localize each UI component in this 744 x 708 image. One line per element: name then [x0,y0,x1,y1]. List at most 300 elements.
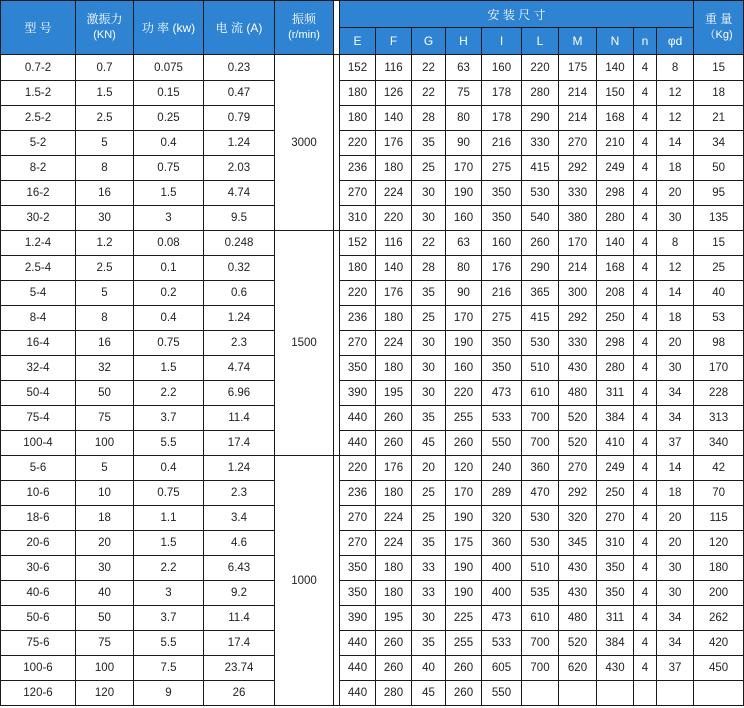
table-cell: 1.2 [76,231,134,256]
table-row [1,356,744,381]
table-row [1,331,744,356]
table-cell: 440 [340,631,376,656]
table-cell: 30 [657,581,694,606]
table-cell: 6.96 [204,381,275,406]
table-cell: 14 [657,281,694,306]
table-cell: 15 [694,55,744,81]
table-cell: 4 [634,256,657,281]
table-cell: 320 [559,506,597,531]
table-cell: 33 [412,581,446,606]
table-row [1,306,744,331]
table-cell: 34 [657,631,694,656]
table-cell: 520 [559,406,597,431]
table-cell: 292 [559,156,597,181]
table-cell: 12 [657,81,694,106]
table-row [1,681,744,706]
table-cell: 415 [522,306,559,331]
table-cell: 210 [597,131,634,156]
col-header-power: 功 率 (kw) [134,1,204,55]
table-cell: 390 [340,381,376,406]
table-cell: 168 [597,106,634,131]
table-cell: 440 [340,431,376,456]
table-cell: 2.3 [204,331,275,356]
table-cell [559,681,597,706]
table-cell: 270 [559,131,597,156]
table-row [1,581,744,606]
table-cell: 18 [694,81,744,106]
table-cell: 214 [559,106,597,131]
table-cell: 9.5 [204,206,275,231]
table-cell: 12 [657,106,694,131]
table-cell: 40 [76,581,134,606]
table-cell: 33 [412,556,446,581]
table-cell: 380 [559,206,597,231]
table-cell: 530 [522,531,559,556]
table-cell: 100-4 [1,431,76,456]
table-cell: 178 [482,106,522,131]
table-cell: 40 [694,281,744,306]
table-cell: 300 [559,281,597,306]
table-cell: 311 [597,381,634,406]
table-cell: 45 [412,681,446,706]
table-cell: 190 [446,331,482,356]
table-cell: 3.7 [134,406,204,431]
table-cell: 290 [522,106,559,131]
table-cell: 350 [340,356,376,381]
table-cell: 250 [597,306,634,331]
table-cell: 249 [597,456,634,481]
table-cell: 2.5-2 [1,106,76,131]
table-cell: 4.74 [204,356,275,381]
table-cell: 18 [657,306,694,331]
table-cell: 280 [597,206,634,231]
table-cell [634,681,657,706]
table-cell: 152 [340,55,376,81]
table-cell: 190 [446,506,482,531]
table-cell: 28 [412,106,446,131]
table-cell: 298 [597,331,634,356]
table-cell: 292 [559,481,597,506]
table-cell: 2.03 [204,156,275,181]
table-cell: 260 [376,406,412,431]
table-cell: 50-6 [1,606,76,631]
table-cell: 34 [657,606,694,631]
table-cell: 473 [482,606,522,631]
table-cell: 25 [694,256,744,281]
table-cell: 160 [482,231,522,256]
table-cell: 3 [134,206,204,231]
table-cell: 30 [76,556,134,581]
table-cell: 20 [657,331,694,356]
table-cell: 260 [376,631,412,656]
table-cell: 4 [634,331,657,356]
table-cell: 700 [522,631,559,656]
table-row [1,481,744,506]
table-cell: 450 [694,656,744,681]
table-cell: 270 [597,506,634,531]
table-cell: 20 [657,506,694,531]
table-cell: 8 [76,306,134,331]
table-row [1,55,744,81]
table-cell: 430 [559,581,597,606]
col-header-weight [694,1,744,55]
table-cell: 25 [412,506,446,531]
table-row [1,381,744,406]
table-cell: 390 [340,606,376,631]
table-cell: 8-2 [1,156,76,181]
table-cell: 1.5-2 [1,81,76,106]
table-cell: 4 [634,55,657,81]
table-cell: 440 [340,656,376,681]
table-cell: 260 [446,656,482,681]
table-cell: 140 [597,55,634,81]
table-cell: 90 [446,281,482,306]
table-cell: 1.5 [134,356,204,381]
table-cell: 270 [340,181,376,206]
table-cell: 16-4 [1,331,76,356]
table-cell: 0.7 [76,55,134,81]
table-cell: 4 [634,631,657,656]
table-cell: 18 [657,481,694,506]
table-cell: 700 [522,656,559,681]
table-cell: 170 [446,156,482,181]
table-cell: 45 [412,431,446,456]
table-cell: 20-6 [1,531,76,556]
table-row [1,606,744,631]
table-cell: 17.4 [204,631,275,656]
table-cell: 4 [634,306,657,331]
table-cell: 0.15 [134,81,204,106]
table-cell: 400 [482,556,522,581]
table-cell: 16 [76,181,134,206]
col-header-dim: H [446,28,482,55]
table-cell: 4 [634,506,657,531]
table-cell: 150 [597,81,634,106]
table-cell: 0.4 [134,131,204,156]
table-cell: 32 [76,356,134,381]
table-cell: 30 [412,331,446,356]
table-cell: 350 [482,331,522,356]
table-cell [522,681,559,706]
table-cell: 415 [522,156,559,181]
table-cell: 180 [376,556,412,581]
table-cell: 0.075 [134,55,204,81]
table-cell: 180 [340,81,376,106]
table-row [1,556,744,581]
table-cell: 430 [559,356,597,381]
table-cell: 4 [634,131,657,156]
table-cell: 216 [482,131,522,156]
table-row [1,281,744,306]
table-cell: 75-4 [1,406,76,431]
table-cell: 35 [412,631,446,656]
table-row [1,131,744,156]
table-cell: 180 [376,481,412,506]
table-cell: 22 [412,55,446,81]
table-cell: 30 [657,206,694,231]
table-cell: 50 [694,156,744,181]
table-cell: 34 [657,381,694,406]
table-cell: 6.43 [204,556,275,581]
table-cell: 160 [446,206,482,231]
table-row [1,156,744,181]
table-cell: 180 [376,306,412,331]
table-cell: 8-4 [1,306,76,331]
table-cell: 4 [634,531,657,556]
table-cell: 170 [446,306,482,331]
table-cell: 275 [482,306,522,331]
table-cell: 520 [559,431,597,456]
table-cell: 190 [446,581,482,606]
col-header-force-unit: (KN) [93,29,116,41]
table-cell: 4 [634,481,657,506]
table-cell: 1.5 [134,531,204,556]
table-cell: 550 [482,431,522,456]
table-cell: 176 [376,281,412,306]
table-cell: 220 [340,456,376,481]
table-cell: 5 [76,281,134,306]
table-row [1,656,744,681]
table-cell: 0.75 [134,156,204,181]
table-cell: 32-4 [1,356,76,381]
col-header-weight-label: 重 量 [704,12,733,26]
table-cell: 270 [340,331,376,356]
table-cell: 550 [482,681,522,706]
table-cell: 190 [446,556,482,581]
table-cell: 384 [597,406,634,431]
table-cell: 530 [522,506,559,531]
table-cell: 220 [376,206,412,231]
table-cell: 360 [482,531,522,556]
table-cell: 220 [340,131,376,156]
table-cell: 120-6 [1,681,76,706]
table-cell: 160 [482,55,522,81]
col-header-dim: I [482,28,522,55]
table-cell: 50 [76,381,134,406]
table-cell: 236 [340,481,376,506]
table-cell: 200 [694,581,744,606]
table-cell: 20 [412,456,446,481]
table-cell: 135 [694,206,744,231]
table-cell: 180 [376,356,412,381]
table-cell: 224 [376,506,412,531]
table-cell: 195 [376,606,412,631]
table-cell: 168 [597,256,634,281]
table-cell: 75 [446,81,482,106]
col-header-speed [275,1,334,55]
table-cell: 310 [597,531,634,556]
table-cell: 236 [340,306,376,331]
table-cell: 0.79 [204,106,275,131]
table-cell: 23.74 [204,656,275,681]
table-cell: 298 [597,181,634,206]
table-cell: 9 [134,681,204,706]
table-cell: 35 [412,281,446,306]
table-cell: 11.4 [204,406,275,431]
table-cell: 14 [657,456,694,481]
table-cell: 4 [634,406,657,431]
table-cell: 289 [482,481,522,506]
table-cell: 126 [376,81,412,106]
table-cell: 4.6 [204,531,275,556]
table-cell: 214 [559,81,597,106]
table-cell: 140 [597,231,634,256]
table-row [1,256,744,281]
table-cell: 311 [597,606,634,631]
table-cell: 345 [559,531,597,556]
table-cell: 42 [694,456,744,481]
col-header-force-label: 激振力 [86,12,123,26]
table-cell: 12 [657,256,694,281]
table-cell: 26 [204,681,275,706]
table-cell [657,681,694,706]
table-cell: 30 [412,606,446,631]
table-row [1,206,744,231]
col-header-dim: G [412,28,446,55]
table-cell: 0.75 [134,481,204,506]
col-header-weight-unit: （Kg) [704,29,733,41]
table-cell: 533 [482,406,522,431]
table-cell: 510 [522,356,559,381]
table-cell: 40 [412,656,446,681]
col-header-model: 型 号 [1,1,76,55]
table-cell: 175 [446,531,482,556]
table-cell: 22 [412,231,446,256]
table-cell: 400 [482,581,522,606]
table-cell: 180 [376,156,412,181]
table-cell: 340 [694,431,744,456]
table-cell: 120 [76,681,134,706]
table-cell: 15 [694,231,744,256]
table-cell: 1.2-4 [1,231,76,256]
table-row [1,406,744,431]
table-cell: 14 [657,131,694,156]
table-cell: 350 [482,206,522,231]
table-cell: 4 [634,381,657,406]
table-cell: 365 [522,281,559,306]
speed-cell: 1000 [275,456,334,706]
table-cell: 180 [340,256,376,281]
table-cell: 1.1 [134,506,204,531]
table-cell: 30 [76,206,134,231]
table-row [1,106,744,131]
table-cell: 100-6 [1,656,76,681]
col-header-speed-label: 振频 [291,12,316,26]
table-cell: 4 [634,431,657,456]
table-cell: 170 [559,231,597,256]
table-cell: 220 [446,381,482,406]
table-cell: 140 [376,106,412,131]
table-cell: 63 [446,231,482,256]
table-cell: 22 [412,81,446,106]
table-cell: 63 [446,55,482,81]
table-cell: 180 [376,581,412,606]
table-cell: 30 [412,356,446,381]
table-cell: 384 [597,631,634,656]
table-cell: 350 [597,556,634,581]
table-cell: 0.248 [204,231,275,256]
table-cell: 5.5 [134,631,204,656]
table-cell: 37 [657,431,694,456]
table-cell: 430 [597,656,634,681]
table-cell: 1.24 [204,131,275,156]
table-cell: 3 [134,581,204,606]
table-cell: 620 [559,656,597,681]
col-header-install: 安 装 尺 寸 [340,1,694,28]
table-cell: 2.3 [204,481,275,506]
col-header-current: 电 流 (A) [204,1,275,55]
table-cell: 176 [482,256,522,281]
table-row [1,181,744,206]
table-cell: 53 [694,306,744,331]
table-cell: 260 [376,431,412,456]
table-cell: 224 [376,531,412,556]
table-cell: 8 [657,55,694,81]
table-cell: 5 [76,456,134,481]
table-cell: 176 [376,456,412,481]
table-cell: 0.7-2 [1,55,76,81]
table-cell: 4 [634,656,657,681]
table-cell: 18 [657,156,694,181]
table-cell: 260 [522,231,559,256]
table-cell: 228 [694,381,744,406]
table-cell: 40-6 [1,581,76,606]
table-cell: 470 [522,481,559,506]
col-header-dim: N [597,28,634,55]
table-cell: 700 [522,431,559,456]
table-cell [694,681,744,706]
col-header-dim: n [634,28,657,55]
table-row [1,506,744,531]
table-cell: 10-6 [1,481,76,506]
table-cell: 2.5 [76,106,134,131]
table-cell: 255 [446,631,482,656]
table-cell: 8 [76,156,134,181]
table-cell: 37 [657,656,694,681]
table-cell: 1.24 [204,306,275,331]
table-cell: 4 [634,181,657,206]
table-cell: 540 [522,206,559,231]
table-cell: 255 [446,406,482,431]
table-cell: 5-4 [1,281,76,306]
table-cell: 195 [376,381,412,406]
table-cell: 35 [412,406,446,431]
table-cell: 30 [657,556,694,581]
col-header-dim: L [522,28,559,55]
table-cell: 280 [376,681,412,706]
table-cell: 100 [76,656,134,681]
table-cell: 5 [76,131,134,156]
table-cell: 16-2 [1,181,76,206]
table-cell: 610 [522,381,559,406]
table-cell: 214 [559,256,597,281]
table-cell: 0.1 [134,256,204,281]
table-cell: 95 [694,181,744,206]
table-cell: 28 [412,256,446,281]
table-cell: 473 [482,381,522,406]
table-cell: 260 [446,681,482,706]
table-cell: 30-2 [1,206,76,231]
table-cell: 25 [412,481,446,506]
table-cell: 330 [559,331,597,356]
table-cell: 75 [76,406,134,431]
table-cell: 20 [657,531,694,556]
table-cell: 350 [482,356,522,381]
table-cell: 30 [412,206,446,231]
table-cell: 3.4 [204,506,275,531]
table-cell: 350 [340,581,376,606]
table-cell: 250 [597,481,634,506]
